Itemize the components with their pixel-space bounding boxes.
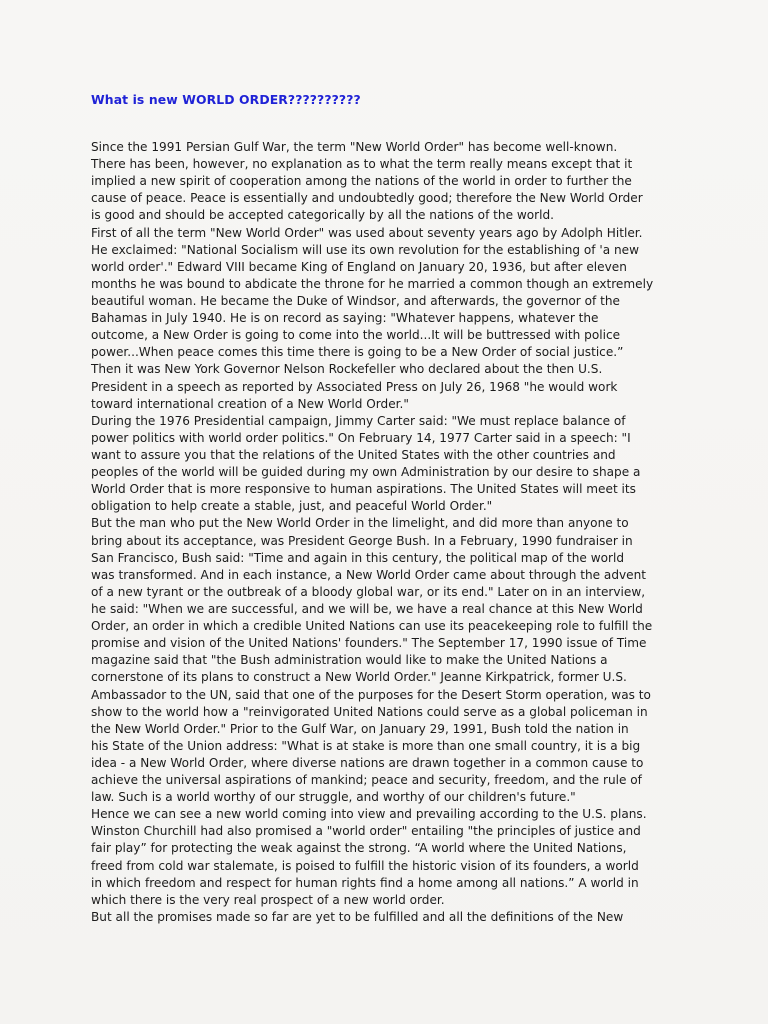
text-line: of a new tyrant or the outbreak of a bloody global war, or its end." Later on in an interview, bbox=[91, 584, 646, 599]
text-line: But the man who put the New World Order in the limelight, and did more than anyone to bbox=[91, 516, 629, 531]
text-line: magazine said that "the Bush administration would like to make the United Nations a bbox=[91, 653, 608, 668]
text-line: in which freedom and respect for human rights find a home among all nations.” A world in bbox=[91, 875, 639, 890]
text-line: his State of the Union address: "What is at stake is more than one small country, it is a big bbox=[91, 738, 641, 753]
text-line: First of all the term "New World Order" was used about seventy years ago by Adolph Hitler. bbox=[91, 225, 643, 240]
text-line: Ambassador to the UN, said that one of the purposes for the Desert Storm operation, was to bbox=[91, 687, 651, 702]
text-line: the New World Order." Prior to the Gulf War, on January 29, 1991, Bush told the nation in bbox=[91, 721, 629, 736]
text-line: Bahamas in July 1940. He is on record as saying: "Whatever happens, whatever the bbox=[91, 311, 599, 326]
text-line: There has been, however, no explanation as to what the term really means except that it bbox=[91, 157, 633, 172]
text-line: power...When peace comes this time there is going to be a New Order of social justice.” bbox=[91, 345, 624, 360]
page-title: What is new WORLD ORDER?????????? bbox=[91, 92, 361, 107]
text-line: freed from cold war stalemate, is poised to fulfill the historic vision of its founders, a world bbox=[91, 858, 639, 873]
text-line: Order, an order in which a credible United Nations can use its peacekeeping role to fulfill the bbox=[91, 619, 653, 634]
text-line: want to assure you that the relations of the United States with the other countries and bbox=[91, 447, 616, 462]
text-line: world order'." Edward VIII became King of England on January 20, 1936, but after eleven bbox=[91, 259, 627, 274]
text-line: Hence we can see a new world coming into view and prevailing according to the U.S. plans. bbox=[91, 807, 647, 822]
text-line: beautiful woman. He became the Duke of Windsor, and afterwards, the governor of the bbox=[91, 293, 620, 308]
text-line: achieve the universal aspirations of mankind; peace and security, freedom, and the rule of bbox=[91, 773, 642, 788]
text-line: Since the 1991 Persian Gulf War, the term "New World Order" has become well-known. bbox=[91, 140, 618, 154]
text-line: promise and vision of the United Nations' founders." The September 17, 1990 issue of Time bbox=[91, 636, 647, 651]
text-line: law. Such is a world worthy of our struggle, and worthy of our children's future." bbox=[91, 790, 576, 805]
text-line: months he was bound to abdicate the throne for he married a common though an extremely bbox=[91, 276, 654, 291]
text-line: is good and should be accepted categorically by all the nations of the world. bbox=[91, 208, 554, 223]
text-line: fair play” for protecting the weak against the strong. “A world where the United Nations, bbox=[91, 841, 627, 856]
text-line: power politics with world order politics." On February 14, 1977 Carter said in a speech: "I bbox=[91, 430, 631, 445]
text-line: obligation to help create a stable, just, and peaceful World Order." bbox=[91, 499, 493, 514]
text-line: toward international creation of a New World Order." bbox=[91, 396, 409, 411]
article-body bbox=[91, 139, 691, 926]
text-line: which there is the very real prospect of a new world order. bbox=[91, 892, 445, 907]
text-line: Winston Churchill had also promised a "world order" entailing "the principles of justice and bbox=[91, 824, 641, 839]
text-line: President in a speech as reported by Associated Press on July 26, 1968 "he would work bbox=[91, 379, 618, 394]
text-line: was transformed. And in each instance, a New World Order came about through the advent bbox=[91, 567, 647, 582]
text-line: bring about its acceptance, was President George Bush. In a February, 1990 fundraiser in bbox=[91, 533, 633, 548]
text-line: San Francisco, Bush said: "Time and again in this century, the political map of the world bbox=[91, 550, 624, 565]
text-line: World Order that is more responsive to human aspirations. The United States will meet its bbox=[91, 482, 636, 497]
text-line: show to the world how a "reinvigorated United Nations could serve as a global policeman in bbox=[91, 704, 648, 719]
text-line: peoples of the world will be guided during my own Administration by our desire to shape a bbox=[91, 465, 641, 480]
text-line: implied a new spirit of cooperation among the nations of the world in order to further the bbox=[91, 174, 632, 189]
text-line: cause of peace. Peace is essentially and undoubtedly good; therefore the New World Order bbox=[91, 191, 643, 206]
text-line: He exclaimed: "National Socialism will use its own revolution for the establishing of 'a new bbox=[91, 242, 639, 257]
text-line: cornerstone of its plans to construct a New World Order." Jeanne Kirkpatrick, former U.S. bbox=[91, 670, 627, 685]
text-line: he said: "When we are successful, and we will be, we have a real chance at this New World bbox=[91, 601, 643, 616]
text-line: outcome, a New Order is going to come into the world...It will be buttressed with police bbox=[91, 328, 621, 343]
text-line: During the 1976 Presidential campaign, Jimmy Carter said: "We must replace balance of bbox=[91, 413, 626, 428]
text-line: Then it was New York Governor Nelson Rockefeller who declared about the then U.S. bbox=[91, 362, 603, 377]
text-line: idea - a New World Order, where diverse nations are drawn together in a common cause to bbox=[91, 755, 644, 770]
text-line: But all the promises made so far are yet to be fulfilled and all the definitions of the New bbox=[91, 909, 624, 924]
